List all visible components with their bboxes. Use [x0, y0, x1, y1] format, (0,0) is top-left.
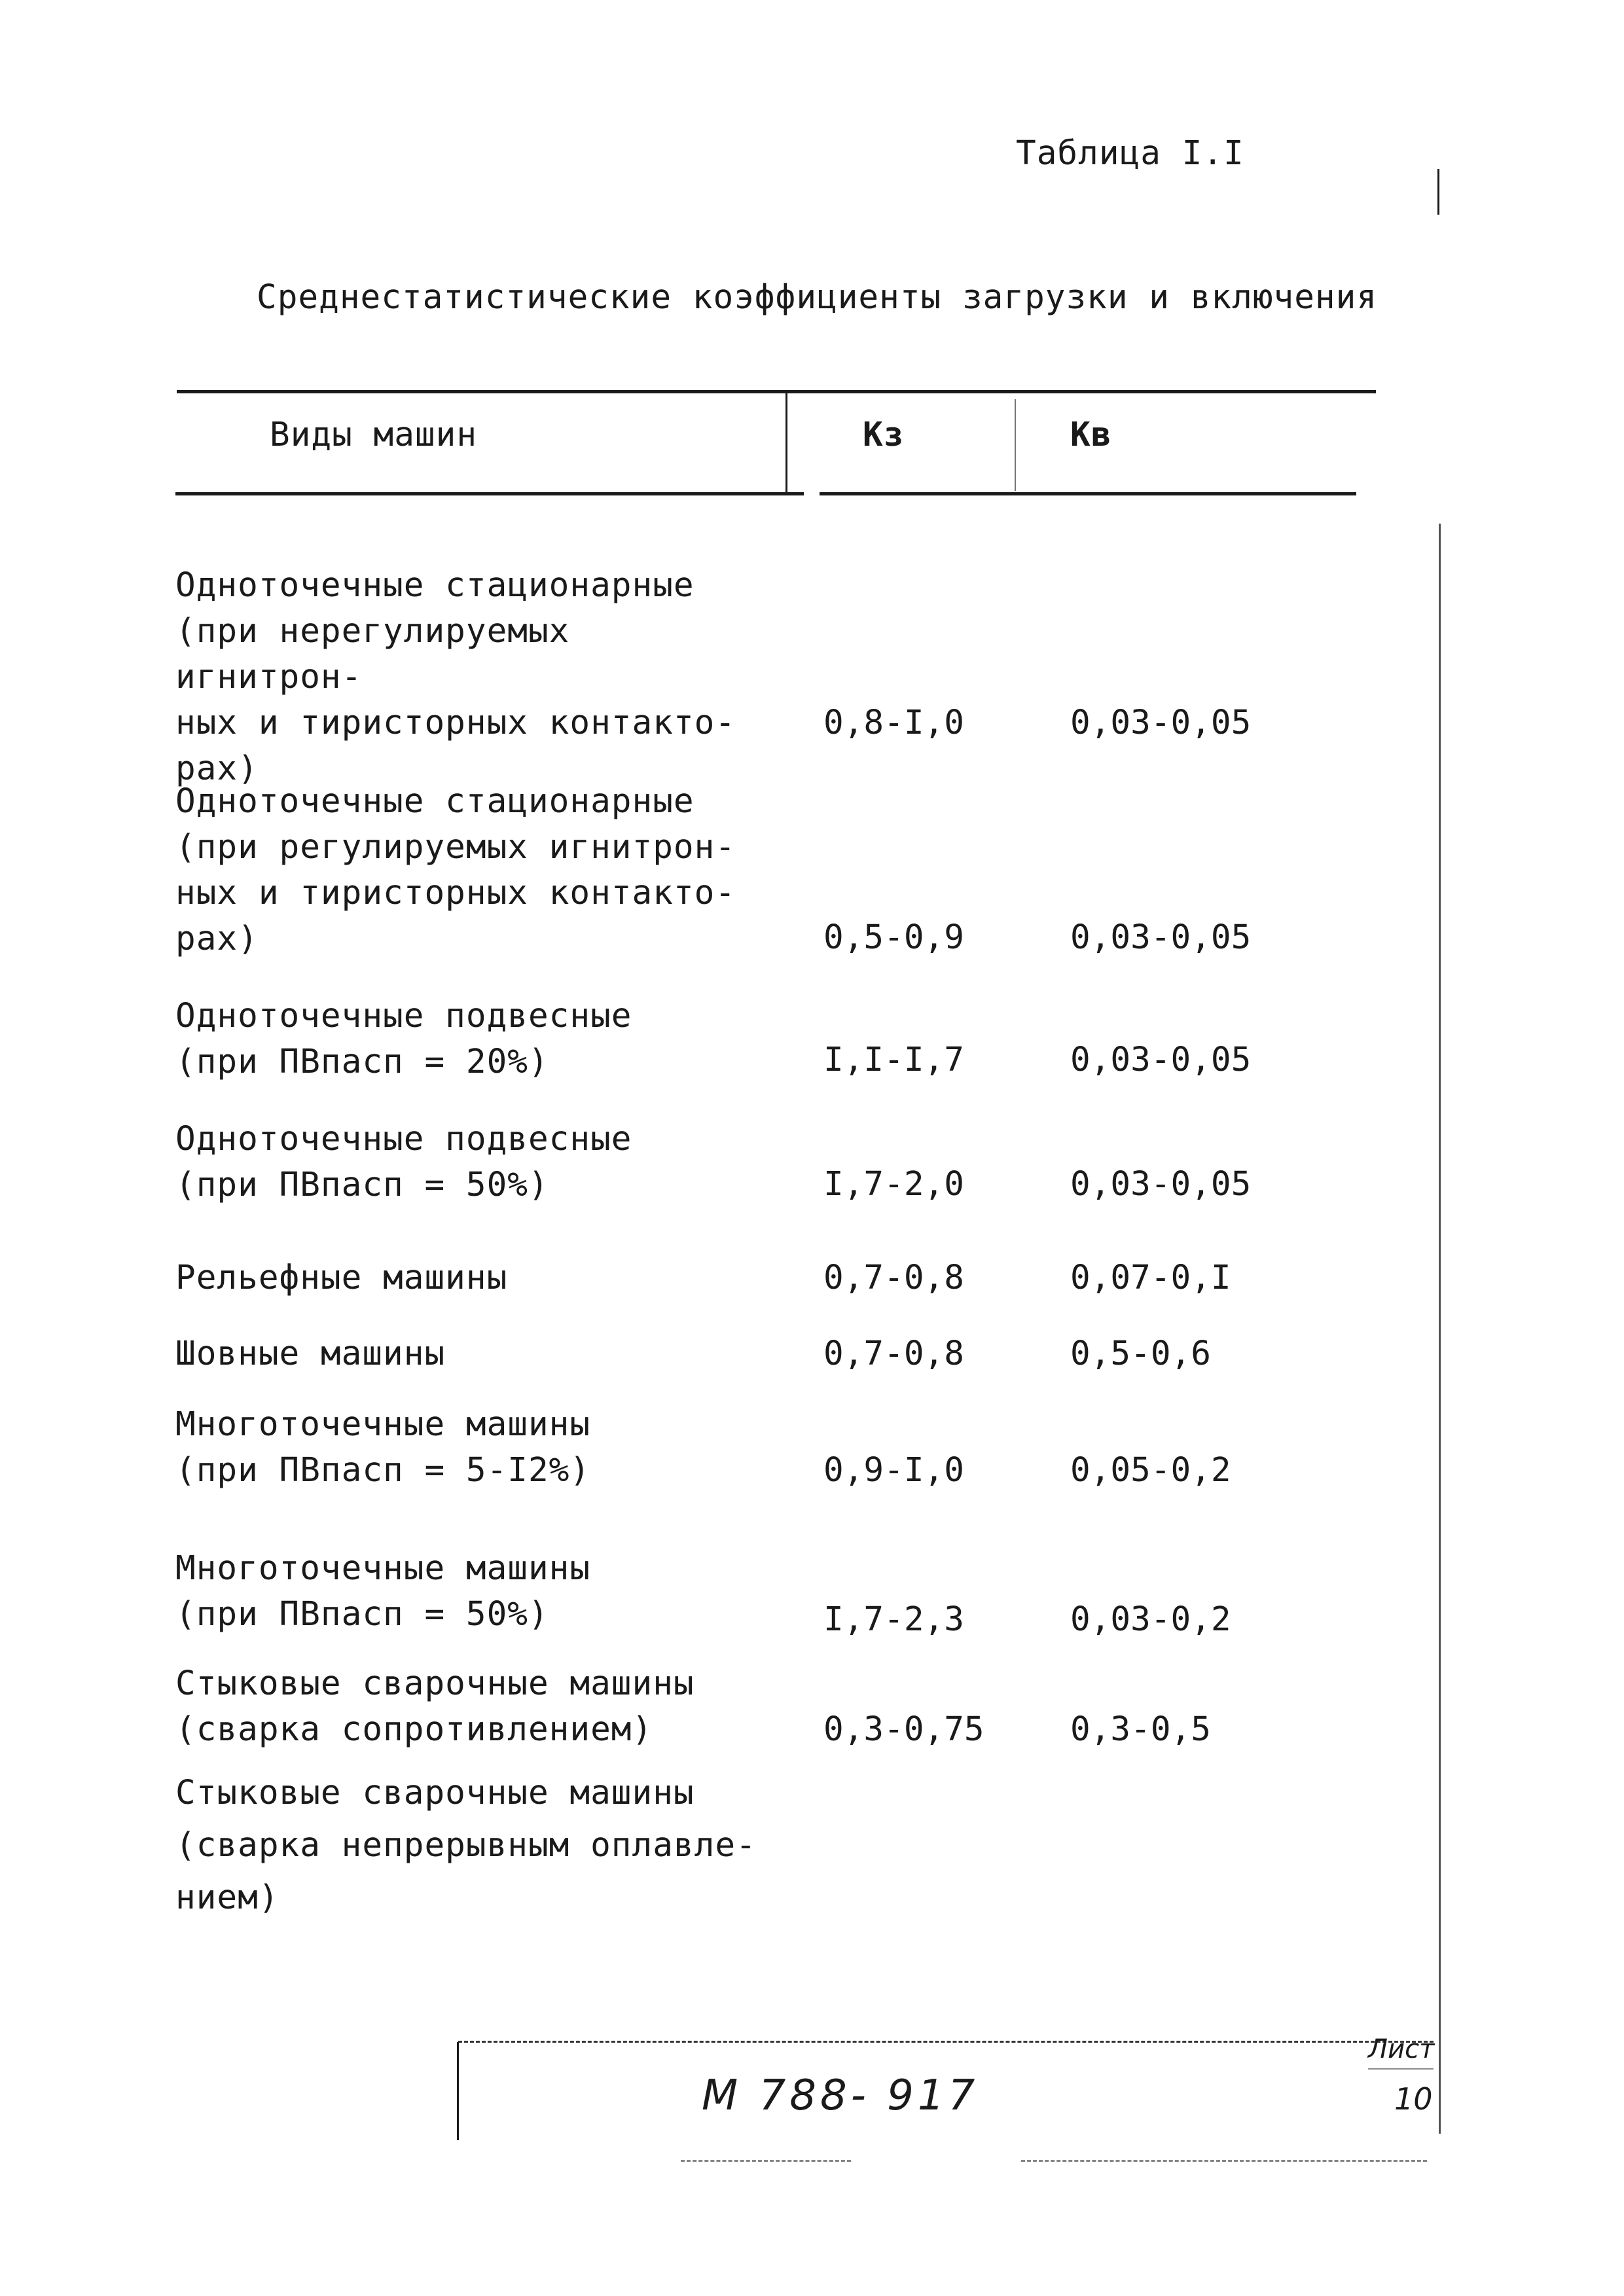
header-bottom-rule-right: [820, 492, 1356, 495]
table-row-kz: 0,8-I,0: [823, 704, 964, 742]
table-row-kv: 0,03-0,05: [1070, 1165, 1252, 1204]
header-bottom-rule-left: [175, 492, 804, 495]
table-row-kv: 0,03-0,05: [1070, 1041, 1252, 1079]
table-row-name: Рельефные машины: [175, 1259, 508, 1297]
stamp-top-dashed-line: [458, 2041, 1434, 2043]
stamp-left-border: [457, 2042, 459, 2140]
column-header-kz: Кз: [863, 416, 905, 454]
column-header-machine-types: Виды машин: [270, 416, 478, 454]
table-row-kv: 0,03-0,05: [1070, 704, 1252, 742]
column-header-kv: Кв: [1070, 416, 1112, 454]
right-margin-mark: [1437, 169, 1439, 215]
table-row-kv: 0,05-0,2: [1070, 1451, 1231, 1490]
table-row-kv: 0,03-0,05: [1070, 918, 1252, 957]
page-title: Среднестатистические коэффициенты загрузки и включения: [257, 278, 1378, 317]
table-row-name: Многоточечные машины (при ПВпасп = 50%): [175, 1549, 591, 1634]
table-row-kz: I,7-2,3: [823, 1600, 964, 1639]
table-row-kv: 0,5-0,6: [1070, 1335, 1211, 1373]
table-row-name: Стыковые сварочные машины (сварка непрерывным оплавле- нием): [175, 1774, 757, 1917]
table-row-name: Одноточечные стационарные (при регулируемых игнитрон- ных и тиристорных контакто- рах): [175, 782, 736, 958]
table-row-name: Одноточечные подвесные (при ПВпасп = 20%): [175, 997, 632, 1081]
table-row-name: Стыковые сварочные машины (сварка сопротивлением): [175, 1664, 695, 1749]
table-row-kz: 0,3-0,75: [823, 1710, 984, 1749]
table-row-kv: 0,3-0,5: [1070, 1710, 1211, 1749]
header-top-rule: [177, 390, 1376, 393]
table-label: Таблица I.I: [1016, 134, 1244, 173]
stamp-sheet-cell-line: [1368, 2068, 1434, 2070]
table-row-kz: 0,7-0,8: [823, 1259, 964, 1297]
table-row-kv: 0,03-0,2: [1070, 1600, 1231, 1639]
table-row-name: Одноточечные подвесные (при ПВпасп = 50%): [175, 1120, 632, 1204]
right-margin-line: [1439, 524, 1441, 2134]
table-row-name: Многоточечные машины (при ПВпасп = 5-I2%): [175, 1405, 591, 1490]
document-code: М 788- 917: [702, 2072, 979, 2120]
header-divider-2: [1015, 399, 1016, 491]
header-divider-1: [785, 393, 787, 492]
table-row-kz: 0,7-0,8: [823, 1335, 964, 1373]
sheet-label: Лист: [1368, 2034, 1435, 2064]
stamp-bottom-dashed-line-left: [681, 2160, 851, 2162]
table-row-name: Одноточечные стационарные (при нерегулируемых игнитрон- ных и тиристорных контакто- рах): [175, 566, 736, 788]
table-row-kv: 0,07-0,I: [1070, 1259, 1231, 1297]
sheet-number: 10: [1394, 2081, 1433, 2117]
stamp-bottom-dashed-line-right: [1021, 2160, 1427, 2162]
table-row-kz: I,I-I,7: [823, 1041, 964, 1079]
table-row-kz: I,7-2,0: [823, 1165, 964, 1204]
table-row-name: Шовные машины: [175, 1335, 446, 1373]
table-row-kz: 0,9-I,0: [823, 1451, 964, 1490]
table-row-kz: 0,5-0,9: [823, 918, 964, 957]
